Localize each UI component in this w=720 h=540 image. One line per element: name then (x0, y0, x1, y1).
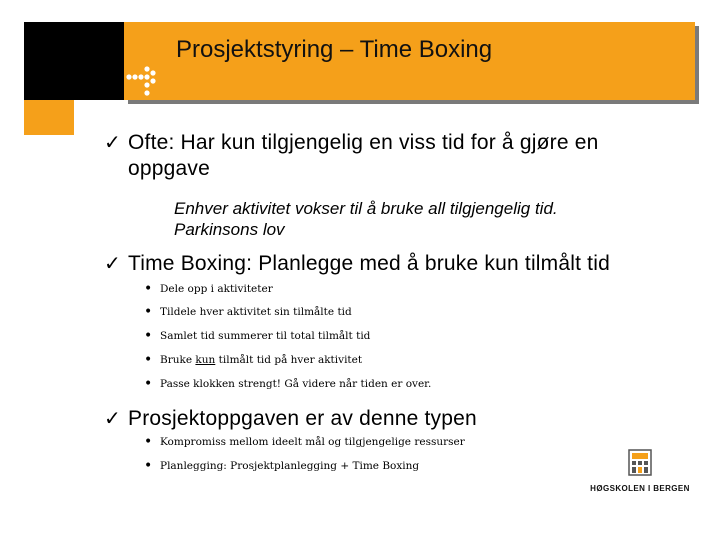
orange-corner-block (24, 100, 74, 135)
dotted-arrow-icon (126, 64, 160, 104)
point-3-text: Prosjektoppgaven er av denne typen (128, 407, 477, 430)
bullet-item: • Tildele hver aktivitet sin tilmålte tid (144, 304, 352, 320)
bullet-item: • Dele opp i aktiviteter (144, 281, 273, 297)
bullet-icon: • (144, 352, 153, 368)
bullet-icon: • (144, 281, 153, 297)
slide-title: Prosjektstyring – Time Boxing (176, 36, 493, 63)
point-1-text (128, 130, 599, 182)
checkmark-icon: ✓ (104, 253, 121, 275)
corner-divider (74, 100, 80, 135)
bullet-item: • Bruke kun tilmålt tid på hver aktivitet (144, 352, 363, 368)
point-1-line-1: Ofte: Har kun tilgjengelig en viss tid for å gjøre en (128, 131, 599, 154)
bullet-icon: • (144, 304, 153, 320)
building-icon (628, 448, 652, 476)
bullet-icon: • (144, 328, 153, 344)
point-1-line-2: oppgave (128, 157, 210, 180)
checkmark-icon: ✓ (104, 408, 121, 430)
bullet-icon: • (144, 458, 153, 474)
bullet-item: • Samlet tid summerer til total tilmålt tid (144, 328, 371, 344)
checkmark-icon: ✓ (104, 132, 121, 154)
header-black-block (24, 22, 124, 100)
header-shadow-bottom (128, 100, 699, 104)
quote-line-2: Parkinsons lov (174, 220, 285, 239)
bullet-item: • Planlegging: Prosjektplanlegging + Time Boxing (144, 458, 420, 474)
header-shadow-right (695, 26, 699, 104)
point-2-text: Time Boxing: Planlegge med å bruke kun tilmålt tid (128, 252, 610, 275)
bullet-icon: • (144, 434, 153, 450)
quote-line-1: Enhver aktivitet vokser til å bruke all tilgjengelig tid. (174, 199, 558, 218)
logo-text: HØGSKOLEN I BERGEN (590, 484, 690, 493)
bullet-icon: • (144, 376, 153, 392)
bullet-item: • Kompromiss mellom ideelt mål og tilgjengelige ressurser (144, 434, 465, 450)
hib-logo (590, 448, 690, 496)
bullet-item: • Passe klokken strengt! Gå videre når tiden er over. (144, 376, 432, 392)
parkinsons-quote (174, 198, 558, 240)
underlined-word: kun (195, 354, 216, 366)
